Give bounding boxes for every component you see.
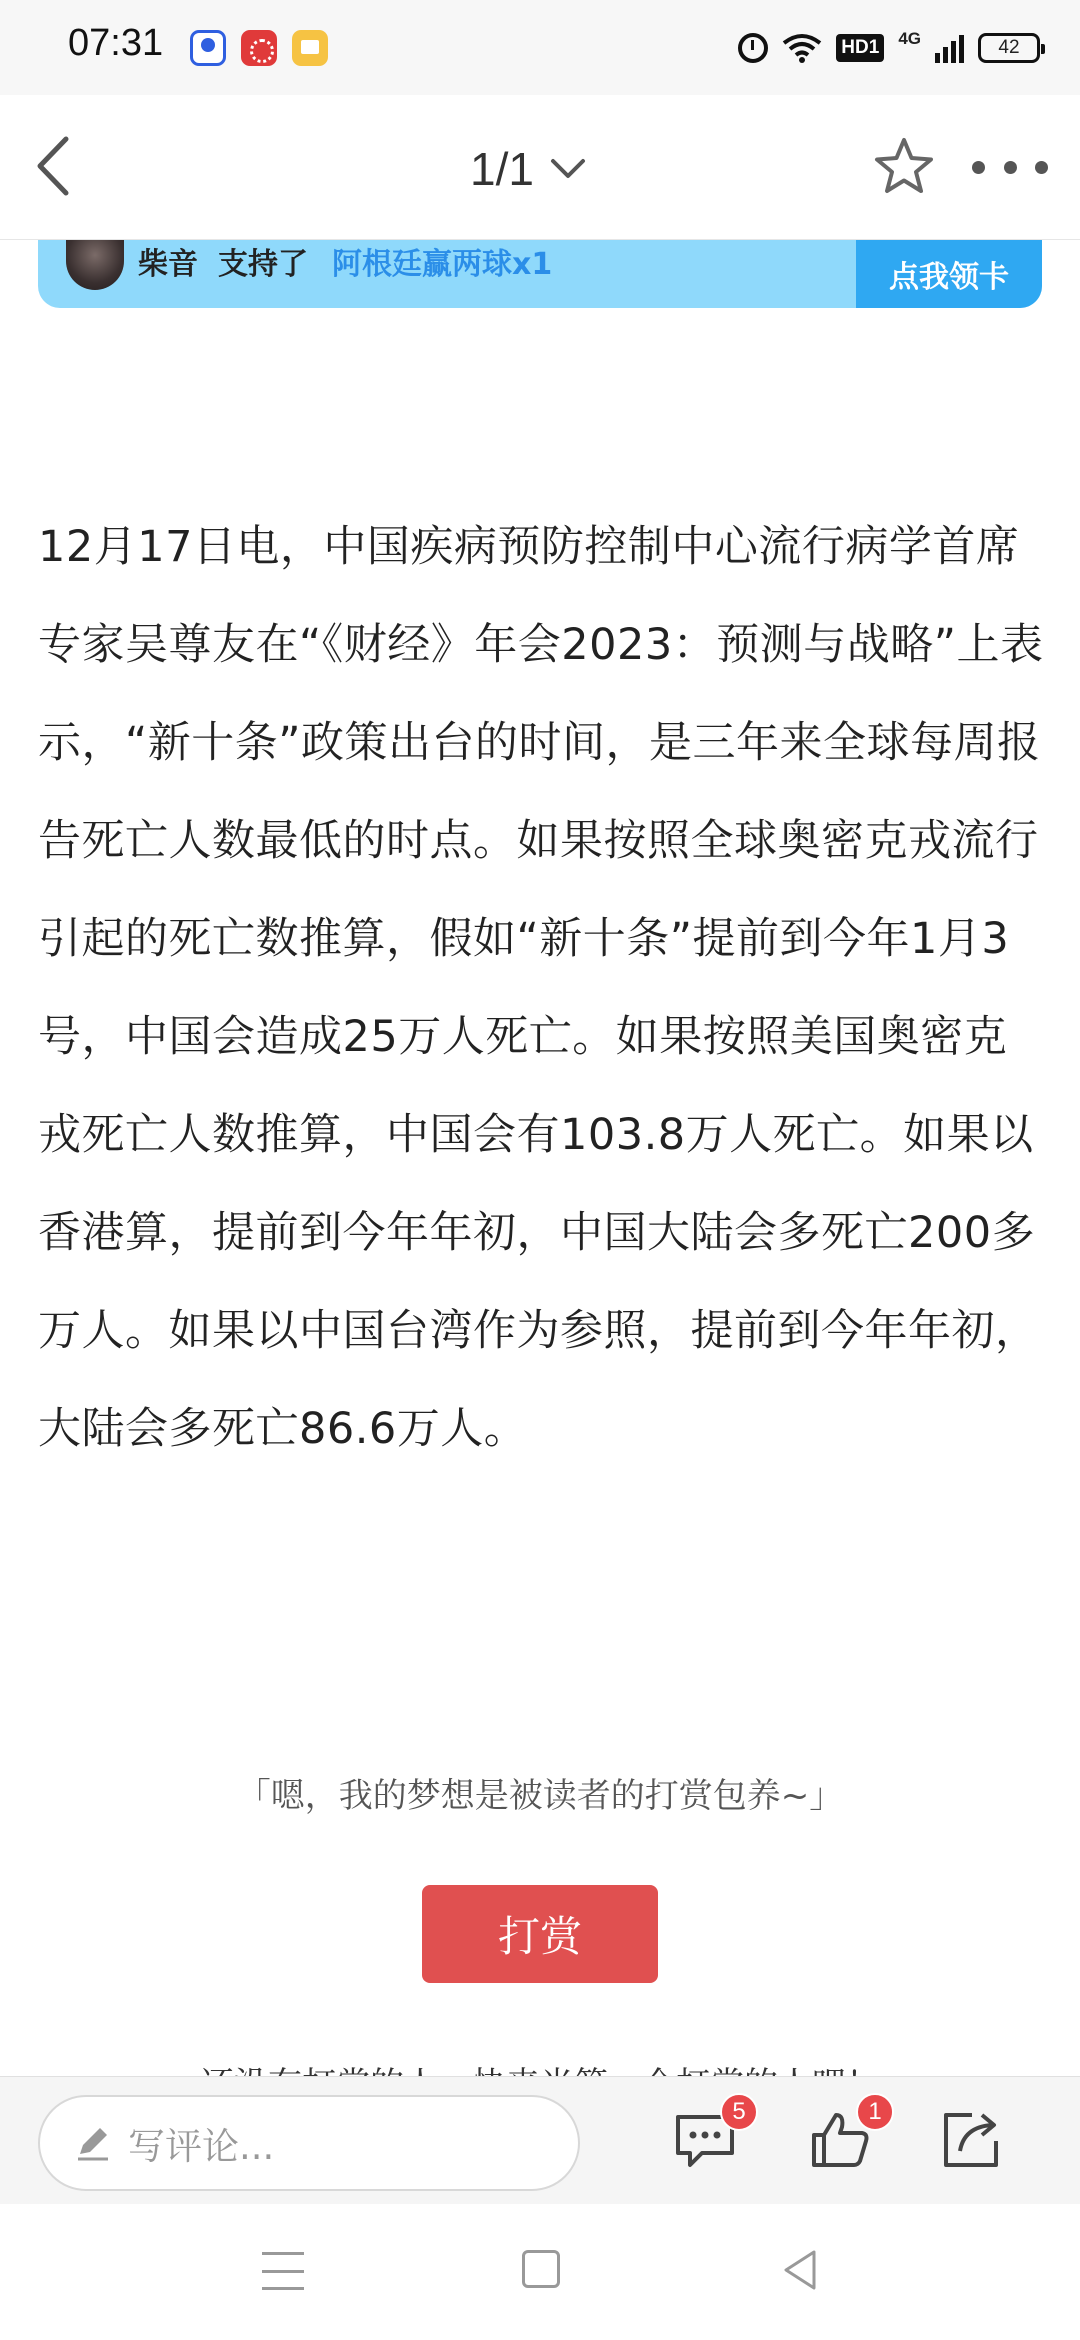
menu-icon[interactable] [262,2252,304,2290]
wifi-icon [782,33,822,63]
app-header [0,95,1080,240]
back-icon[interactable] [780,2248,820,2292]
more-icon[interactable] [972,147,1048,187]
donate-button[interactable]: 打赏 [422,1885,658,1983]
chevron-down-icon [550,157,586,181]
comment-count-badge: 5 [720,2093,758,2131]
home-icon[interactable] [522,2250,560,2288]
comments-button[interactable] [672,2098,746,2173]
bottom-action-bar [0,2076,1080,2204]
status-bar [0,0,1080,95]
notes-app-icon [292,30,328,66]
status-indicators [738,24,1040,72]
alarm-icon [738,33,768,63]
pencil-icon [74,2124,112,2162]
article-body: 12月17日电，中国疾病预防控制中心流行病学首席专家吴尊友在“《财经》年会2023：预测与战略”上表示，“新十条”政策出台的时间，是三年来全球每周报告死亡人数最低的时点。如果按照全球奥密克戎流行引起的死亡数推算，假如“新十条”提前到今年1月3号，中国会造成25万人死亡。如果按照美国奥密克戎死亡人数推算，中国会有103.8万人死亡。如果以香港算，提前到今年年初，中国大陆会多死亡200多万人。如果以中国台湾作为参照，提前到今年年初，大陆会多死亡86.6万人。 [38,522,1044,1454]
avatar [66,240,124,290]
star-icon[interactable] [872,135,936,199]
system-nav-bar [0,2204,1080,2340]
page-indicator-text: 1/1 [470,143,534,195]
back-arrow-icon[interactable] [22,131,92,201]
network-type: 4G [898,28,921,48]
banner-username: 柴音 [138,247,198,282]
red-app-icon [241,30,277,66]
signal-icon [935,33,964,63]
baidu-app-icon [190,30,226,66]
comment-input[interactable] [38,2095,580,2191]
like-count-badge: 1 [856,2093,894,2131]
hd-badge: HD1 [836,34,884,62]
comment-placeholder: 写评论... [128,2125,275,2168]
share-icon [938,2107,1004,2173]
share-button[interactable] [938,2107,1004,2173]
banner-action: 支持了 [218,247,308,282]
status-time: 07:31 [68,22,164,64]
page-indicator[interactable] [470,139,586,199]
support-banner [38,240,1042,308]
like-button[interactable] [808,2098,882,2173]
battery-icon [978,33,1040,63]
claim-card-button[interactable]: 点我领卡 [856,240,1042,308]
donate-caption: 「嗯，我的梦想是被读者的打赏包养~」 [236,1776,844,1816]
battery-level: 42 [998,37,1020,58]
banner-gift: 阿根廷赢两球x1 [332,247,553,282]
